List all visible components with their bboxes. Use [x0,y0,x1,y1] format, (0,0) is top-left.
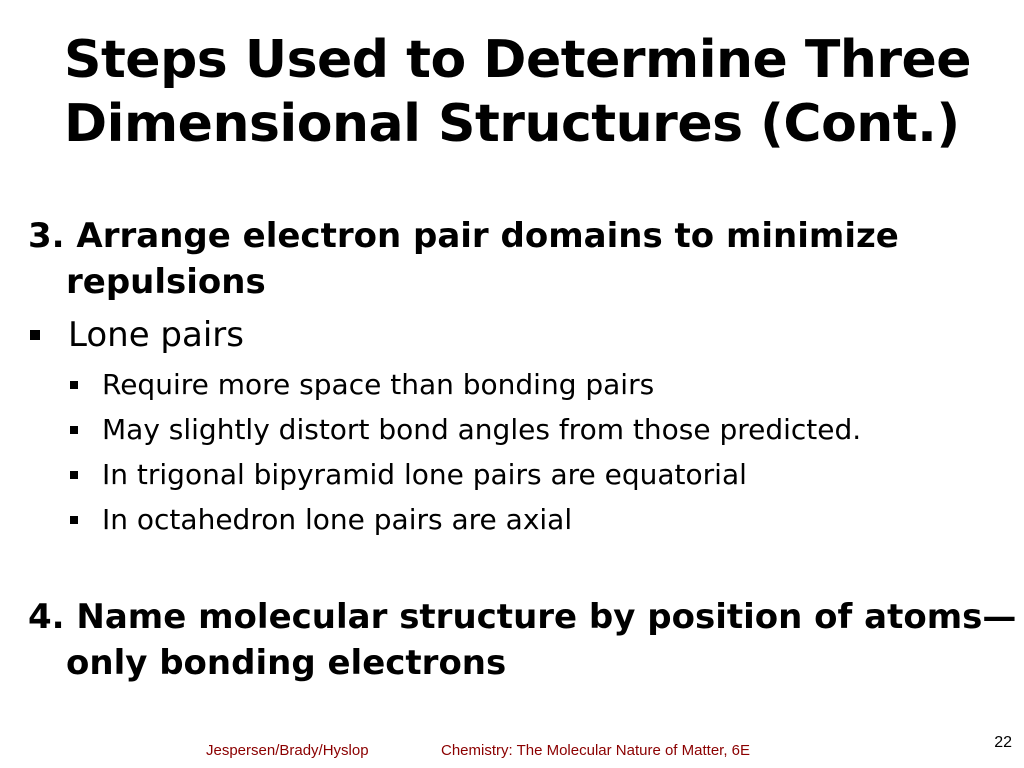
footer-book-title: Chemistry: The Molecular Nature of Matter, 6E [441,742,751,759]
slide-title: Steps Used to Determine Three Dimensional Structures (Cont.) [64,30,972,154]
sub-bullet-list [70,362,861,542]
square-bullet-icon [70,426,78,434]
sub-bullet-label: In trigonal bipyramid lone pairs are equatorial [102,458,747,491]
square-bullet-icon [70,516,78,524]
square-bullet-icon [70,381,78,389]
bullet-lone-pairs-label: Lone pairs [68,315,244,355]
step-3-heading: 3. Arrange electron pair domains to minimize repulsions [28,216,899,302]
sub-bullet-item [70,407,861,452]
square-bullet-icon [70,471,78,479]
sub-bullet-item [70,452,861,497]
bullet-lone-pairs [28,312,244,358]
page-number: 22 [994,734,1012,751]
sub-bullet-label: Require more space than bonding pairs [102,368,655,401]
sub-bullet-item [70,497,861,542]
sub-bullet-label: In octahedron lone pairs are axial [102,503,573,536]
footer-authors: Jespersen/Brady/Hyslop [206,742,369,759]
step-4-heading: 4. Name molecular structure by position of atoms—only bonding electrons [28,597,1017,683]
sub-bullet-item [70,362,861,407]
square-bullet-icon [30,330,40,340]
sub-bullet-label: May slightly distort bond angles from those predicted. [102,413,862,446]
